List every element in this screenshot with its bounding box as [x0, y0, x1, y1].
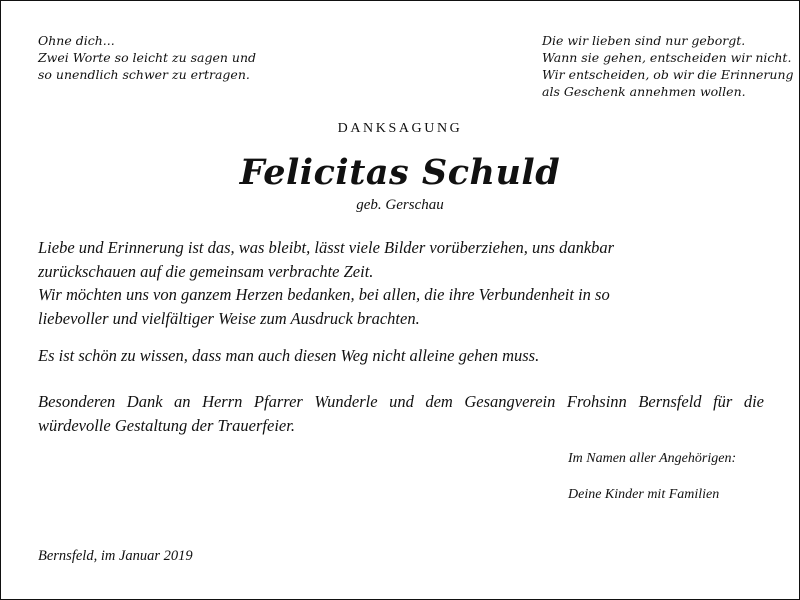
quote-right-line: Die wir lieben sind nur geborgt. — [542, 33, 746, 48]
paragraph-line: Wir möchten uns von ganzem Herzen bedanken, bei allen, die ihre Verbundenheit in so — [38, 285, 610, 304]
paragraph-line: liebevoller und vielfältiger Weise zum Ausdruck brachten. — [38, 308, 420, 328]
paragraph-line: Liebe und Erinnerung ist das, was bleibt, lässt viele Bilder vorüberziehen, uns dankbar — [38, 238, 615, 257]
paragraph-line: würdevolle Gestaltung der Trauerfeier. — [38, 415, 295, 435]
notice-heading: DANKSAGUNG — [337, 121, 463, 136]
deceased-name: Felicitas Schuld — [239, 152, 561, 193]
place-and-date: Bernsfeld, im Januar 2019 — [38, 548, 193, 564]
quote-left-line: Ohne dich... — [38, 33, 115, 48]
paragraph-line: Besonderen Dank an Herrn Pfarrer Wunderle und dem Gesangverein Frohsinn Bernsfeld für die — [38, 392, 764, 411]
paragraph-line: zurückschauen auf die gemeinsam verbrachte Zeit. — [38, 261, 374, 281]
signature-intro: Im Namen aller Angehörigen: — [568, 451, 737, 466]
quote-left-line: Zwei Worte so leicht zu sagen und — [38, 50, 257, 65]
quote-right — [542, 32, 794, 100]
thanks-paragraph-2 — [38, 344, 764, 368]
thanks-paragraph-3 — [38, 390, 764, 437]
quote-right-line: als Geschenk annehmen wollen. — [542, 84, 746, 99]
thanks-paragraph-1 — [38, 236, 764, 330]
quote-left-line: so unendlich schwer zu ertragen. — [38, 67, 250, 82]
quote-right-line: Wann sie gehen, entscheiden wir nicht. — [542, 50, 792, 65]
quote-left — [38, 32, 256, 83]
paragraph-line: Es ist schön zu wissen, dass man auch diesen Weg nicht alleine gehen muss. — [38, 346, 540, 365]
maiden-name: geb. Gerschau — [356, 197, 444, 213]
signature-family: Deine Kinder mit Familien — [568, 487, 720, 502]
quote-right-line: Wir entscheiden, ob wir die Erinnerung — [542, 67, 794, 82]
